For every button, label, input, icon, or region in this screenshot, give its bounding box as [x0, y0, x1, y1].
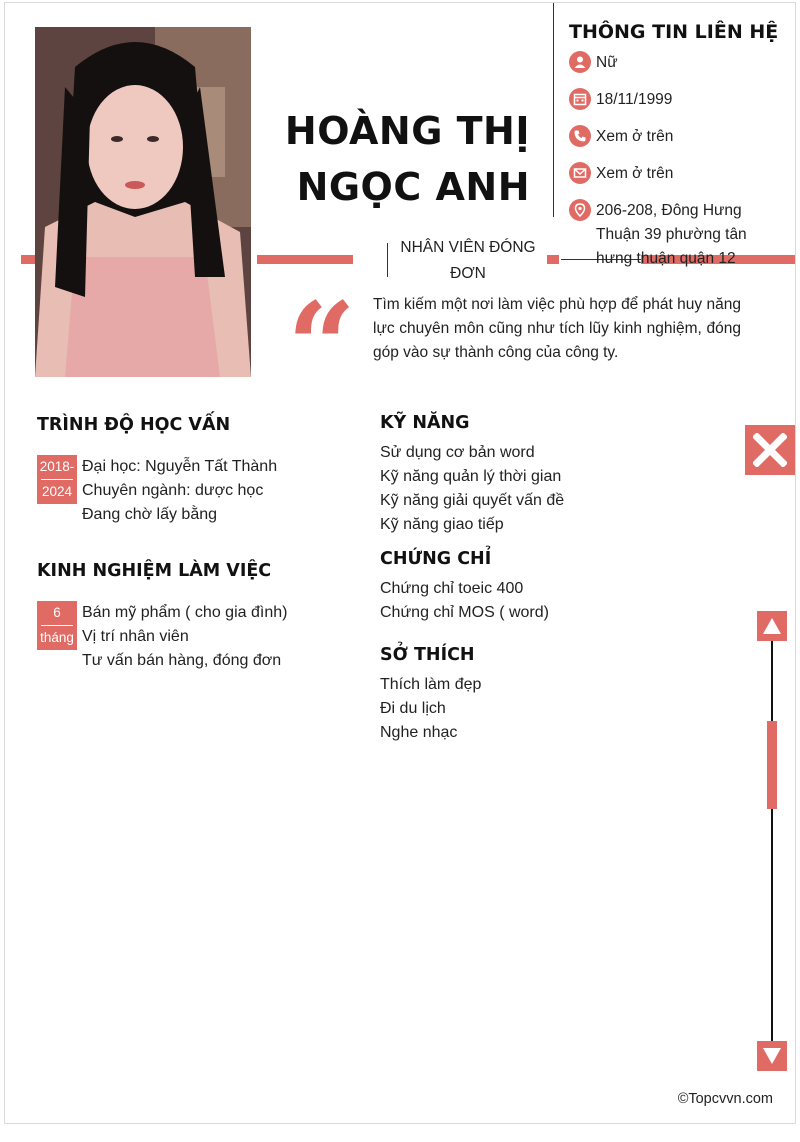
skills-title: KỸ NĂNG [380, 413, 470, 433]
calendar-icon [569, 88, 591, 110]
contact-email-text: Xem ở trên [596, 165, 674, 182]
arrow-up-icon [762, 617, 782, 635]
education-note: Đang chờ lấy bằng [82, 506, 218, 523]
experience-duration-badge [37, 601, 77, 650]
experience-details [82, 601, 287, 673]
education-date-badge [37, 455, 77, 504]
accent-bar-right-small [547, 255, 559, 264]
list-item: Thích làm đẹp [380, 676, 482, 693]
education-school: Đại học: Nguyễn Tất Thành [82, 458, 278, 475]
scroll-up-button[interactable] [757, 611, 787, 641]
name-line-2: NGỌC ANH [296, 165, 530, 209]
contact-phone-text: Xem ở trên [596, 128, 674, 145]
education-major: Chuyên ngành: dược học [82, 482, 264, 499]
person-icon [569, 51, 591, 73]
quote-icon: “ [287, 276, 357, 417]
location-icon [569, 199, 591, 221]
email-icon [569, 162, 591, 184]
experience-role: Vị trí nhân viên [82, 628, 189, 645]
experience-description: Tư vấn bán hàng, đóng đơn [82, 652, 282, 669]
position-line-1: NHÂN VIÊN ĐÓNG [400, 239, 536, 256]
list-item: Sử dụng cơ bản word [380, 444, 535, 461]
accent-bar-left [21, 255, 35, 264]
phone-icon [569, 125, 591, 147]
hobbies-title: SỞ THÍCH [380, 645, 475, 665]
close-icon [753, 433, 787, 467]
scroll-down-button[interactable] [757, 1041, 787, 1071]
list-item: Chứng chỉ MOS ( word) [380, 604, 549, 621]
list-item: Kỹ năng giải quyết vấn đề [380, 492, 565, 509]
experience-duration-unit: tháng [40, 630, 74, 645]
experience-duration-number: 6 [53, 605, 61, 620]
skills-list [380, 441, 564, 537]
experience-company: Bán mỹ phẩm ( cho gia đình) [82, 604, 288, 621]
contact-birthday-text: 18/11/1999 [596, 91, 673, 108]
education-date-to: 2024 [41, 484, 73, 499]
certificates-list [380, 577, 549, 625]
close-button[interactable] [745, 425, 795, 475]
contact-email [569, 162, 779, 186]
position-line-2: ĐƠN [450, 265, 486, 282]
certificates-title: CHỨNG CHỈ [380, 549, 492, 569]
education-date-from: 2018- [39, 459, 75, 474]
education-title: TRÌNH ĐỘ HỌC VẤN [37, 415, 231, 435]
accent-bar-middle [257, 255, 353, 264]
job-position [395, 235, 541, 287]
position-divider [387, 243, 388, 277]
contact-title: THÔNG TIN LIÊN HỆ [569, 21, 779, 43]
hobbies-list [380, 673, 481, 745]
scrollbar-thumb[interactable] [767, 721, 777, 809]
name-line-1: HOÀNG THỊ [284, 109, 530, 153]
list-item: Kỹ năng quản lý thời gian [380, 468, 562, 485]
profile-photo-image [35, 27, 251, 377]
list-item: Chứng chỉ toeic 400 [380, 580, 524, 597]
header-divider [553, 3, 554, 217]
contact-phone [569, 125, 779, 149]
contact-gender [569, 51, 779, 75]
scrollbar-track[interactable] [771, 641, 773, 1041]
cv-page [4, 2, 796, 1124]
contact-address-text: 206-208, Đông Hưng Thuận 39 phường tân hưng thuận quận 12 [596, 202, 747, 267]
footer-copyright: ©Topcvvn.com [677, 1091, 773, 1107]
education-details [82, 455, 277, 527]
arrow-down-icon [762, 1047, 782, 1065]
list-item: Kỹ năng giao tiếp [380, 516, 504, 533]
career-objective: Tìm kiếm một nơi làm việc phù hợp để phát huy năng lực chuyên môn cũng như tích lũy kinh nghiệm, đóng góp vào sự thành công của công ty. [373, 296, 741, 361]
profile-photo [35, 27, 251, 377]
list-item: Nghe nhạc [380, 724, 458, 741]
contact-address [569, 199, 779, 271]
full-name [255, 103, 530, 215]
experience-title: KINH NGHIỆM LÀM VIỆC [37, 561, 272, 581]
contact-gender-text: Nữ [596, 54, 618, 71]
list-item: Đi du lịch [380, 700, 446, 717]
contact-birthday [569, 88, 779, 112]
